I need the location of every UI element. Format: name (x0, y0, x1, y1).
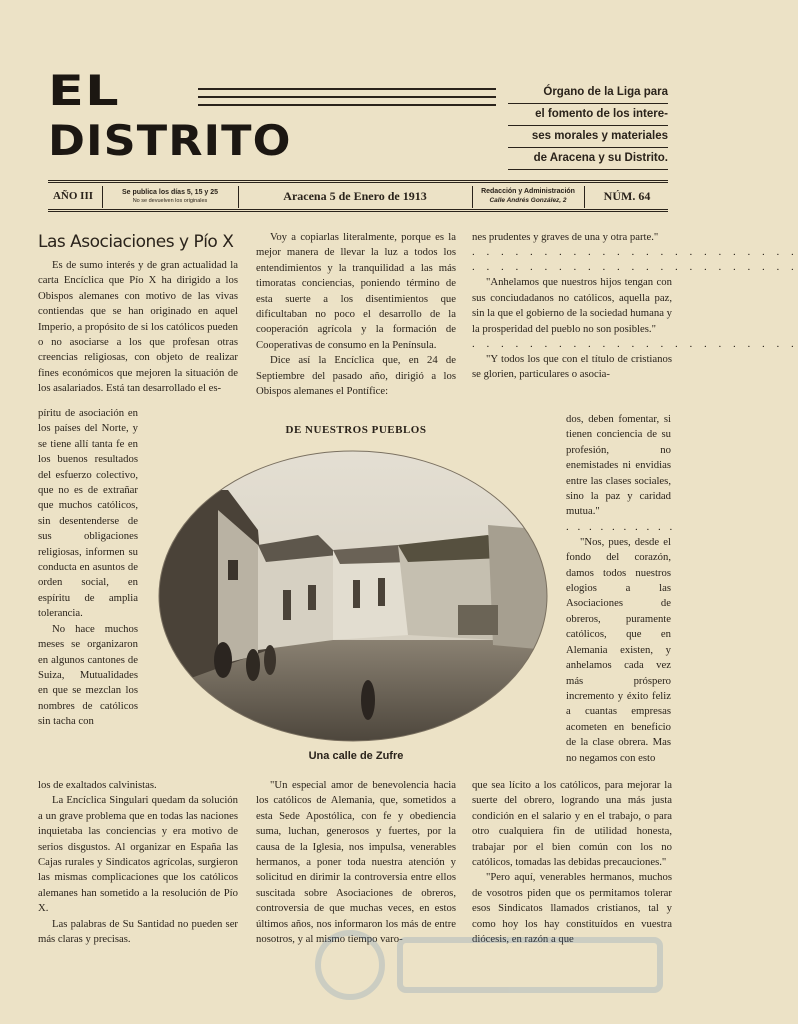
info-strip (48, 180, 668, 212)
article-paragraph: que sea lícito a los católicos, para mejorar la suerte del obrero, logrando una más justa condición en el salario y en el trabajo, o para otro cualquiera fin de utilidad honesta, trabajar por el bien común con los no católicos, tomadas las debidas precauciones." (472, 779, 672, 869)
organ-line: de Aracena y su Distrito. (508, 148, 668, 170)
organ-line: el fomento de los intere- (508, 104, 668, 126)
publication-note: No se devuelven los originales (132, 197, 208, 204)
article-paragraph: Dice así la Encíclica que, en 24 de Septiembre del pasado año, dirigió a los Obispos alemanes el Pontífice: (256, 354, 456, 398)
article-title: Las Asociaciones y Pío X (38, 232, 234, 252)
strip-divider (238, 186, 239, 208)
dateline: Aracena 5 de Enero de 1913 (283, 188, 427, 203)
article-paragraph: "Un especial amor de benevolencia hacia los católicos de Alemania, que, sometidos a esta Sede Apostólica, con fe y obediencia suma, luchan, generosos y fuertes, por la causa de la Iglesia, nos impulsa, venerables hermanos, a poner toda nuestra atención y solicitud en dirimir la controversia entre ellos suscitada sobre Asociaciones de obreros, controversia de que muchas veces, en estos últimos años, nos informaron los más de entre nosotros, y al mismo tiempo varo- (256, 779, 456, 946)
ellipsis-line: . . . . . . . . . . . . . . . . . . . . . . . (472, 246, 798, 259)
year-label: AÑO III (52, 190, 94, 202)
article-column-3-narrow (566, 412, 676, 766)
article-column-1 (38, 230, 238, 397)
publication-schedule: Se publica los días 5, 15 y 25 (121, 188, 219, 196)
admin-address: Calle Andrés González, 2 (489, 197, 567, 204)
ellipsis-line: . . . . . . . . . . (566, 520, 676, 533)
admin-label: Redacción y Administración (481, 188, 575, 195)
photo-caption: Una calle de Zufre (308, 750, 404, 762)
library-watermark (310, 920, 670, 1010)
article-paragraph: "Anhelamos que nuestros hijos tengan con sus conciudadanos no católicos, aquella paz, sin la que el gobierno de la sociedad humana y la prosperidad del pueblo no son posibles." (472, 276, 672, 335)
number-cell (586, 183, 668, 209)
article-column-1-narrow (38, 406, 138, 730)
strip-divider (102, 186, 103, 208)
article-paragraph: píritu de asociación en los países del Norte, y se tiene allí tanta fe en los buenos resultados del esfuerzo colectivo, que no es de extrañar que muchos católicos, sin desentenderse de sus obligaciones religiosas, informen su conducta en asuntos de orden social, en espíritu de amplia tolerancia. (38, 407, 138, 620)
masthead-rule (198, 104, 496, 106)
article-paragraph: "Nos, pues, desde el fondo del corazón, damos todos nuestros elogios a las Asociaciones de obreros, puramente católicos, que en Alemania existen, y anhelamos cada vez más próspero incremento y éxito feliz a cuantas empresas acometen en beneficio de la clase obrera. Mas no negamos con esto (566, 535, 671, 764)
organ-line: Órgano de la Liga para (508, 82, 668, 104)
article-column-1-bottom (38, 778, 238, 947)
masthead-title-el: EL (48, 66, 120, 115)
article-paragraph: los de exaltados calvinistas. (38, 779, 157, 791)
publication-cell (104, 183, 236, 209)
article-paragraph: Las palabras de Su Santidad no pueden ser más claras y precisas. (38, 917, 238, 946)
ellipsis-line: . . . . . . . . . . . . . . . . . . . . . . . (472, 338, 798, 351)
article-column-3 (472, 230, 798, 383)
ellipsis-line: . . . . . . . . . . . . . . . . . . . . . . . (472, 261, 798, 274)
organ-line: ses morales y materiales (508, 126, 668, 148)
article-paragraph: Voy a copiarlas literalmente, porque es la mejor manera de llevar la luz a todos los entendimientos y la tranquilidad a las más timoratas conciencias, poniendo término de esta suerte a los disentimientos que dificultaban no poco el desarrollo de la cooperación agrícola y la formación de Cooperativas de consumo en la Península. (256, 231, 456, 351)
section-heading: DE NUESTROS PUEBLOS (285, 424, 427, 436)
street-photo (158, 450, 548, 742)
article-paragraph: La Encíclica Singulari quedam da solución a un grave problema que en todas las naciones inquietaba las conciencias y era motivo de serios disgustos. Al organizar en España las Cajas rurales y Sindicatos agrícolas, surgieron las mismas complicaciones que los católicos alemanes han sometido a la resolución de Pío X. (38, 794, 238, 915)
masthead (48, 66, 668, 175)
issue-number: NÚM. 64 (603, 188, 651, 203)
admin-cell (474, 183, 582, 209)
strip-divider (584, 186, 585, 208)
dateline-cell (240, 183, 470, 209)
masthead-rule (198, 88, 496, 90)
article-paragraph: "Y todos los que con el título de cristianos se glorien, particulares o asocia- (472, 353, 672, 381)
masthead-title-distrito: DISTRITO (48, 116, 292, 165)
article-paragraph: dos, deben fomentar, si tienen conciencia de su profesión, no enemistades ni envidias entre las clases sociales, sino la paz y caridad mutua." (566, 413, 671, 518)
masthead-organ-box (508, 82, 668, 170)
year-cell (48, 183, 98, 209)
strip-divider (472, 186, 473, 208)
article-paragraph: Es de sumo interés y de gran actualidad la carta Encíclica que Pío X ha dirigido a los Obispos alemanes con motivo de las vivas contiendas que se han originado en aquel Imperio, a propósito de si los católicos pueden o no asociarse a los que profesan otras creencias religiosas, con objeto de realizar fines económicos que mejoren la situación de los asalariados. Está tan desarrollado el es- (38, 259, 238, 395)
article-paragraph: nes prudentes y graves de una y otra parte." (472, 231, 659, 243)
article-paragraph: "Pero aquí, venerables hermanos, muchos de vosotros piden que os permitamos tolerar esos Sindicatos llamados cristianos, tal y como hoy los hay constituídos en vuestra diócesis, en razón a que (472, 871, 672, 946)
article-column-2 (256, 230, 456, 399)
masthead-rule (198, 96, 496, 98)
article-paragraph: No hace muchos meses se organizaron en algunos cantones de Suiza, Mutualidades en que se mezclan los nombres de católicos sin tacha con (38, 622, 138, 728)
